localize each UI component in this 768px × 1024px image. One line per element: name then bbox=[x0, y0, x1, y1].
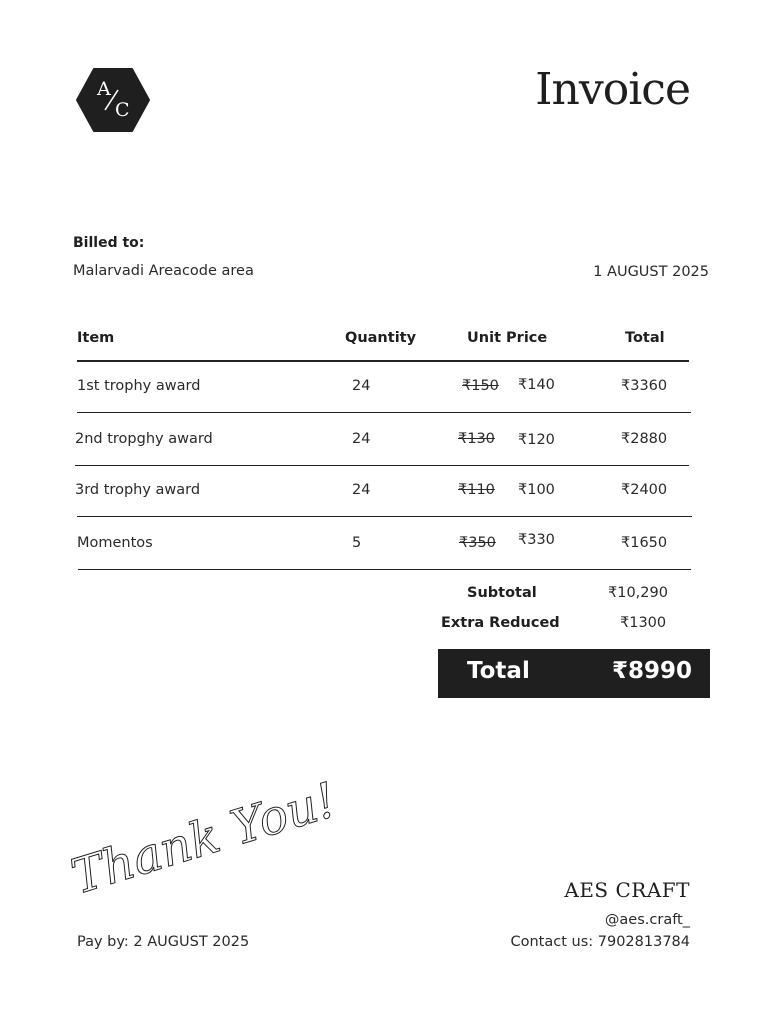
billed-to-name: Malarvadi Areacode area bbox=[73, 263, 254, 279]
row-total: ₹1650 bbox=[621, 535, 668, 551]
row-quantity: 24 bbox=[352, 482, 371, 498]
row-divider bbox=[75, 465, 689, 466]
row-unit-price: ₹120 bbox=[518, 432, 555, 448]
brand-social-handle: @aes.craft_ bbox=[604, 912, 690, 928]
company-logo bbox=[76, 68, 150, 132]
row-item-name: 3rd trophy award bbox=[75, 482, 201, 498]
row-original-price: ₹350 bbox=[459, 535, 496, 551]
grand-total-box bbox=[438, 649, 710, 698]
column-header-unit-price: Unit Price bbox=[467, 330, 548, 346]
row-original-price: ₹110 bbox=[458, 482, 495, 498]
row-unit-price: ₹330 bbox=[518, 532, 555, 548]
row-quantity: 24 bbox=[352, 378, 371, 394]
grand-total-label: Total bbox=[467, 658, 530, 684]
pay-by-date: Pay by: 2 AUGUST 2025 bbox=[77, 934, 250, 950]
row-quantity: 5 bbox=[352, 535, 362, 551]
thank-you-script bbox=[65, 771, 343, 910]
row-item-name: 1st trophy award bbox=[77, 378, 201, 394]
subtotal-value: ₹10,290 bbox=[608, 585, 668, 601]
brand-name: AES CRAFT bbox=[564, 878, 690, 902]
column-header-quantity: Quantity bbox=[345, 330, 417, 346]
row-divider bbox=[77, 516, 692, 517]
logo-letter-a: A bbox=[97, 78, 111, 100]
row-total: ₹2400 bbox=[621, 482, 668, 498]
table-bottom-divider bbox=[78, 569, 691, 570]
row-original-price: ₹130 bbox=[458, 431, 495, 447]
subtotal-label: Subtotal bbox=[467, 585, 537, 601]
extra-reduced-value: ₹1300 bbox=[620, 615, 667, 631]
brand-contact: Contact us: 7902813784 bbox=[510, 934, 690, 950]
extra-reduced-label: Extra Reduced bbox=[441, 615, 560, 631]
column-header-total: Total bbox=[625, 330, 665, 346]
row-item-name: Momentos bbox=[77, 535, 153, 551]
invoice-title: Invoice bbox=[535, 64, 690, 115]
column-header-item: Item bbox=[77, 330, 115, 346]
row-divider bbox=[77, 412, 691, 413]
row-total: ₹3360 bbox=[621, 378, 668, 394]
row-unit-price: ₹140 bbox=[518, 377, 555, 393]
invoice-date: 1 AUGUST 2025 bbox=[593, 264, 709, 280]
thank-you-text: Thank You! bbox=[65, 771, 343, 906]
table-header-divider bbox=[77, 360, 689, 362]
grand-total-value: ₹8990 bbox=[612, 658, 693, 684]
logo-letter-c: C bbox=[115, 99, 130, 121]
row-total: ₹2880 bbox=[621, 431, 668, 447]
billed-to-label: Billed to: bbox=[73, 235, 145, 251]
row-quantity: 24 bbox=[352, 431, 371, 447]
row-item-name: 2nd tropghy award bbox=[75, 431, 213, 447]
row-unit-price: ₹100 bbox=[518, 482, 555, 498]
row-original-price: ₹150 bbox=[462, 378, 499, 394]
